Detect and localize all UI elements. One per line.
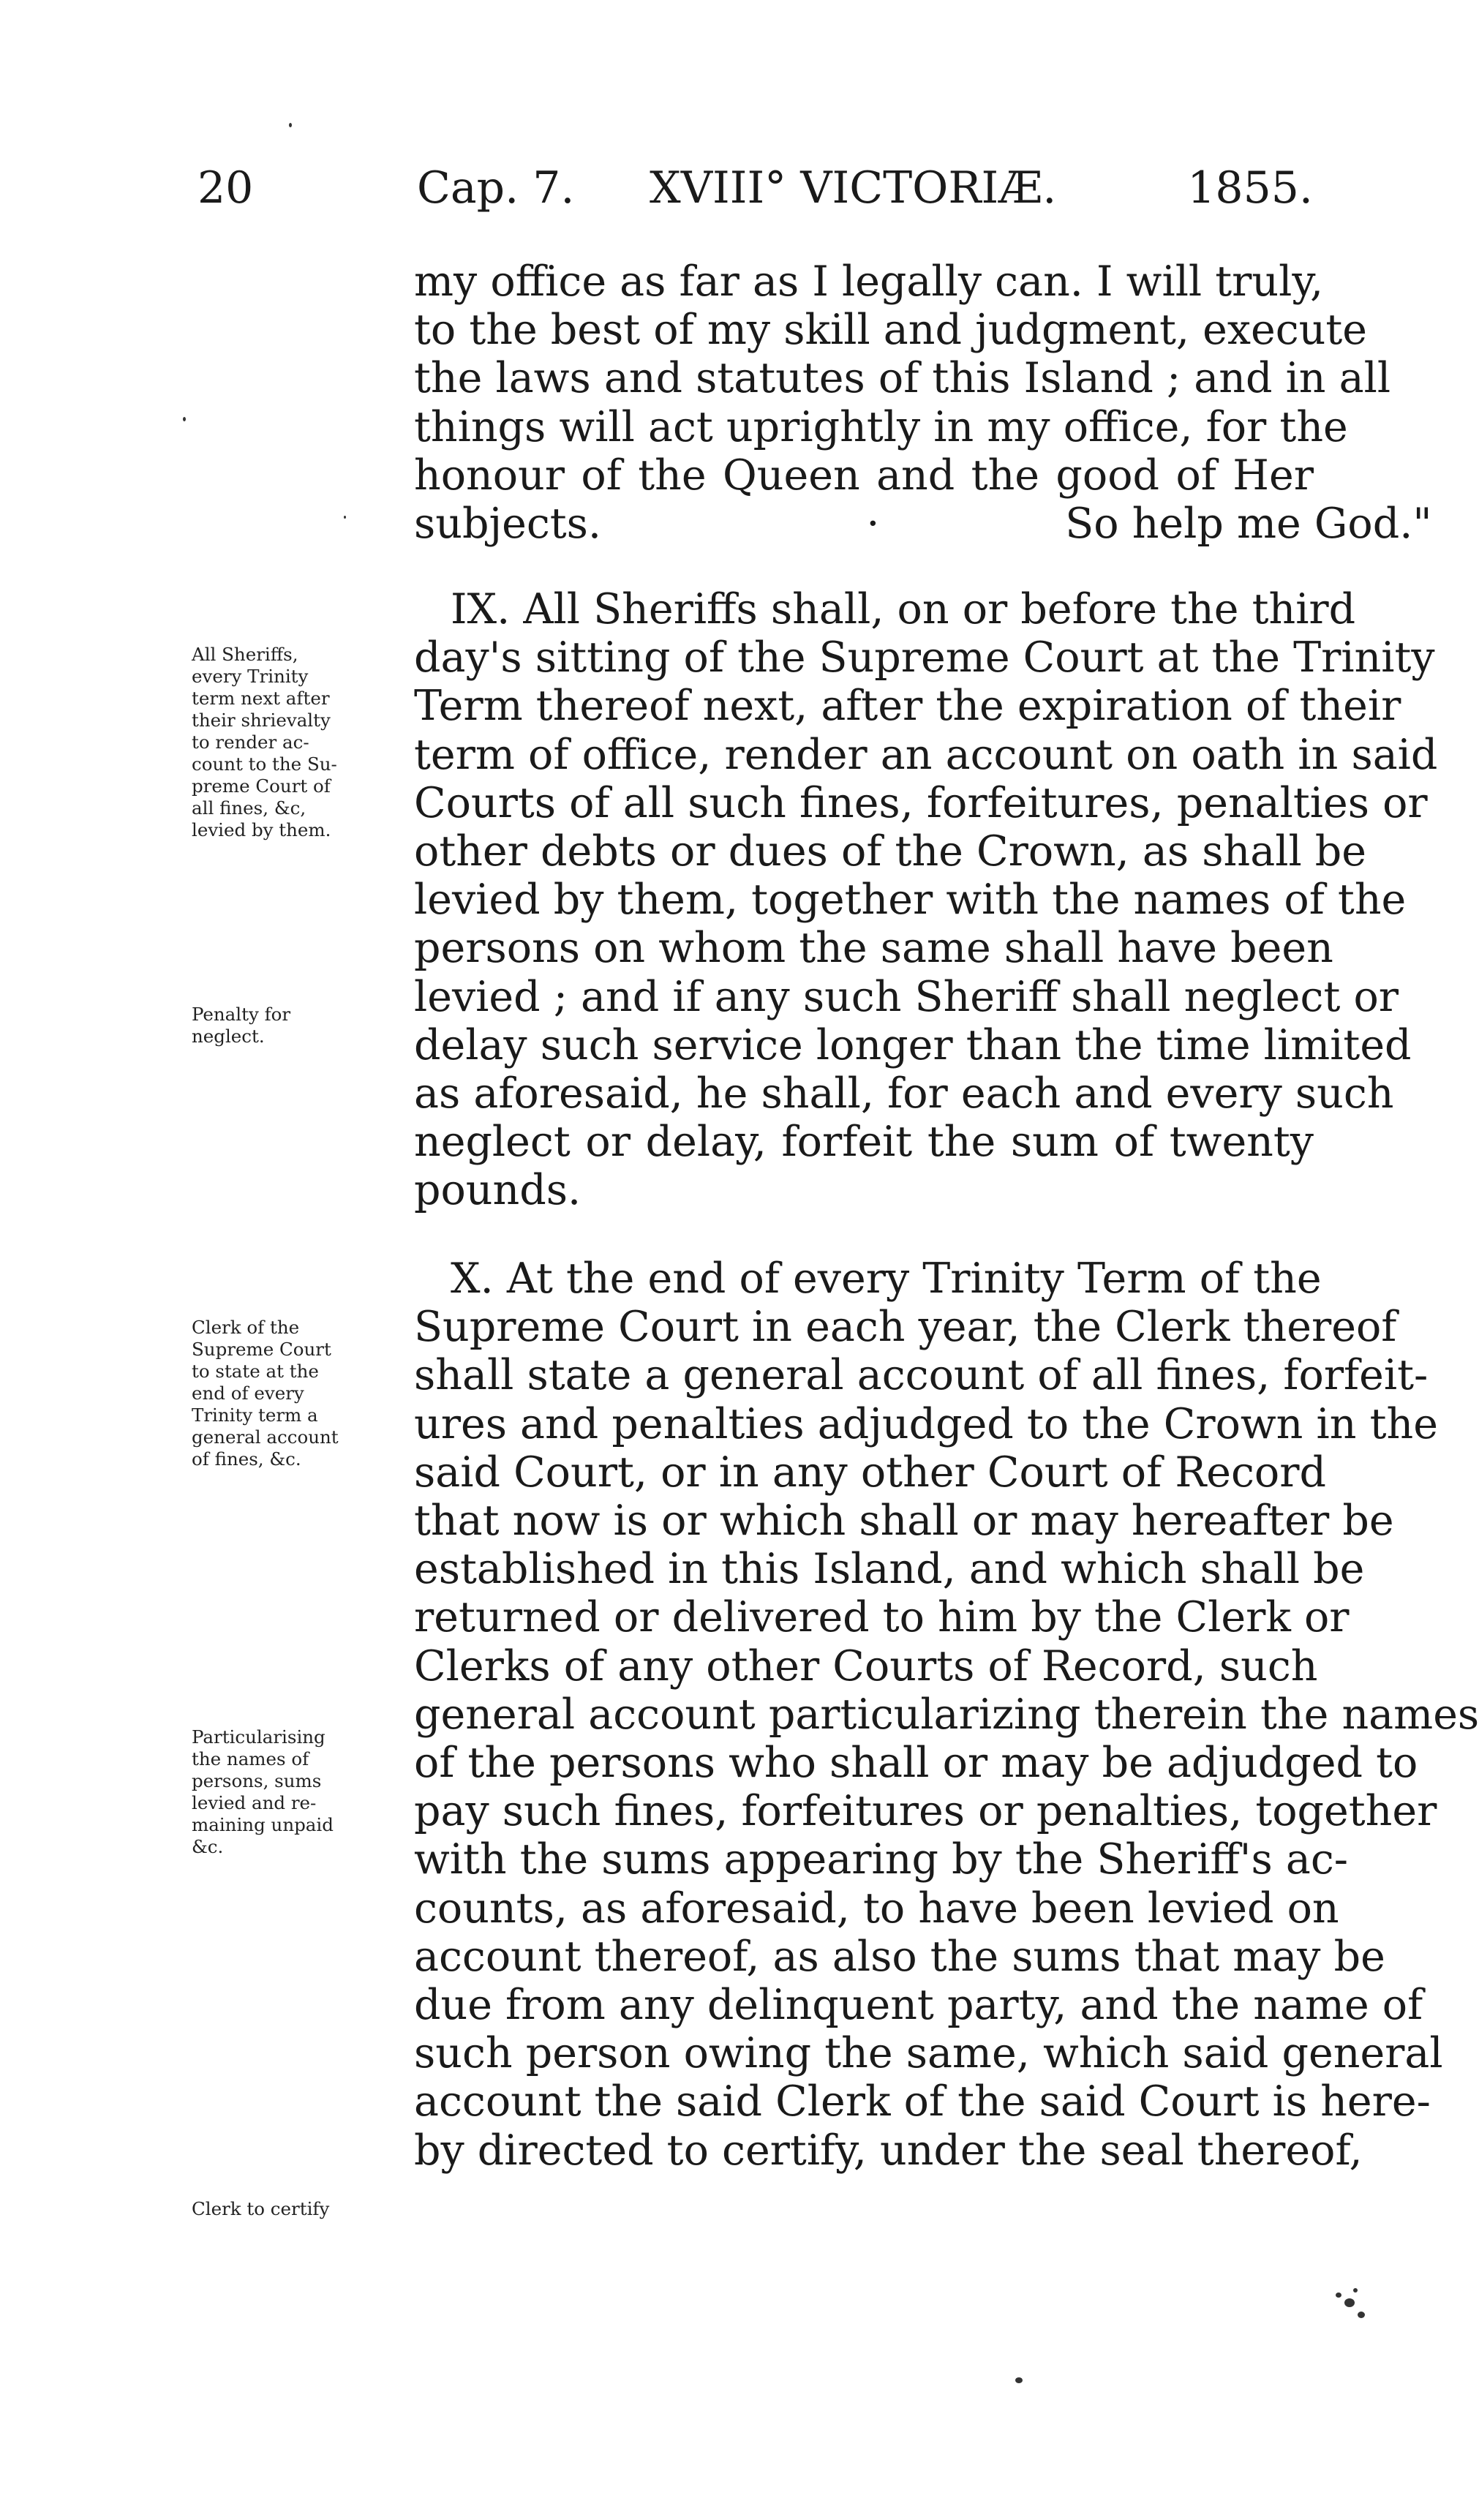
margin-note-line: to state at the [192, 1361, 319, 1382]
margin-note-line: of fines, &c. [192, 1448, 301, 1470]
text-line: to the best of my skill and judgment, execute [414, 306, 1367, 355]
text-line: returned or delivered to him by the Clerk or [414, 1593, 1350, 1642]
text-line: X. At the end of every Trinity Term of the [451, 1255, 1322, 1303]
ink-speck [1336, 2293, 1341, 2298]
text-line: account the said Clerk of the said Court is here- [414, 2077, 1431, 2126]
margin-note-line: their shrievalty [192, 710, 331, 731]
text-line: as aforesaid, he shall, for each and every such [414, 1069, 1394, 1118]
text-line: said Court, or in any other Court of Record [414, 1448, 1326, 1497]
text-line: counts, as aforesaid, to have been levied on [414, 1884, 1339, 1933]
margin-note-line: Clerk of the [192, 1317, 300, 1338]
year-label: 1855. [1187, 162, 1313, 214]
text-line: IX. All Sheriffs shall, on or before the third [451, 585, 1356, 633]
text-line: delay such service longer than the time limited [414, 1020, 1412, 1069]
text-line: the laws and statutes of this Island ; and in all [414, 354, 1391, 403]
text-line: term of office, render an account on oath in said [414, 730, 1438, 779]
text-line: neglect or delay, forfeit the sum of twenty [414, 1118, 1314, 1167]
reign-label: XVIII° VICTORIÆ. [650, 162, 1057, 214]
margin-note-line: count to the Su- [192, 753, 337, 775]
section-ix [414, 585, 1438, 1215]
text-line: by directed to certify, under the seal thereof, [414, 2126, 1363, 2175]
text-line: of the persons who shall or may be adjudged to [414, 1739, 1418, 1788]
margin-note-line: all fines, &c, [192, 797, 306, 819]
margin-note-clerk-state [192, 1317, 396, 1470]
text-line: due from any delinquent party, and the name of [414, 1981, 1423, 2030]
text-line: Supreme Court in each year, the Clerk thereof [414, 1303, 1397, 1352]
chapter-label: Cap. 7. [417, 162, 575, 214]
ink-speck [1015, 2377, 1023, 2383]
text-line: Clerks of any other Courts of Record, such [414, 1641, 1318, 1690]
text-line: such person owing the same, which said general [414, 2029, 1443, 2078]
text-line: levied ; and if any such Sheriff shall neglect or [414, 972, 1399, 1021]
page-number: 20 [197, 162, 254, 214]
margin-note-line: &c. [192, 1836, 224, 1857]
text-line: Courts of all such fines, forfeitures, penalties or [414, 778, 1428, 827]
text-line: established in this Island, and which shall be [414, 1545, 1365, 1594]
text-line: Term thereof next, after the expiration of their [414, 682, 1401, 731]
text-line: general account particularizing therein the names [414, 1690, 1479, 1739]
margin-note-line: the names of [192, 1748, 309, 1769]
margin-note-line: maining unpaid [192, 1814, 334, 1835]
margin-note-line: Particularising [192, 1726, 325, 1748]
margin-note-line: preme Court of [192, 775, 331, 797]
text-line: subjects. · So help me God." [414, 500, 1432, 549]
margin-note-line: persons, sums [192, 1770, 322, 1791]
margin-note-line: Penalty for [192, 1004, 291, 1025]
text-line: pounds. [414, 1166, 582, 1215]
margin-note-line: to render ac- [192, 731, 309, 753]
margin-note-line: every Trinity [192, 666, 309, 687]
margin-note-line: Supreme Court [192, 1339, 331, 1360]
margin-note-particularising [192, 1726, 396, 1858]
margin-note-line: general account [192, 1426, 339, 1448]
paragraph-oath [414, 257, 1432, 549]
text-line: my office as far as I legally can. I will truly, [414, 257, 1324, 306]
margin-note-line: Trinity term a [192, 1404, 318, 1426]
running-header [197, 162, 1313, 221]
text-line: persons on whom the same shall have been [414, 924, 1333, 973]
text-line: pay such fines, forfeitures or penalties, together [414, 1787, 1437, 1836]
margin-note-line: levied and re- [192, 1792, 317, 1813]
text-line: shall state a general account of all fines, forfeit- [414, 1351, 1429, 1400]
ink-speck [1353, 2288, 1358, 2293]
margin-note-line: All Sheriffs, [192, 644, 298, 665]
margin-note-line: Clerk to certify [192, 2198, 330, 2219]
text-line: ures and penalties adjudged to the Crown in the [414, 1399, 1438, 1448]
margin-note-line: end of every [192, 1383, 304, 1404]
text-line: account thereof, as also the sums that may be [414, 1932, 1385, 1981]
margin-note-penalty [192, 1004, 396, 1048]
margin-note-line: term next after [192, 688, 330, 709]
margin-note-sheriffs-account [192, 644, 396, 841]
margin-note-line: neglect. [192, 1026, 265, 1047]
text-line: that now is or which shall or may hereafter be [414, 1497, 1394, 1546]
ink-speck [1358, 2312, 1365, 2318]
ink-speck [1344, 2298, 1355, 2307]
text-line: things will act uprightly in my office, for the [414, 402, 1348, 451]
ink-speck [183, 417, 186, 421]
text-line: levied by them, together with the names of the [414, 876, 1407, 925]
margin-note-line: levied by them. [192, 819, 331, 840]
text-line: other debts or dues of the Crown, as shall be [414, 827, 1367, 876]
text-line: honour of the Queen and the good of Her [414, 451, 1314, 500]
text-line: day's sitting of the Supreme Court at the Trinity [414, 633, 1435, 682]
margin-note-clerk-certify [192, 2198, 396, 2220]
ink-speck [344, 516, 346, 519]
text-line: with the sums appearing by the Sheriff's ac- [414, 1835, 1349, 1884]
ink-speck [289, 123, 292, 127]
section-x [414, 1255, 1479, 2175]
